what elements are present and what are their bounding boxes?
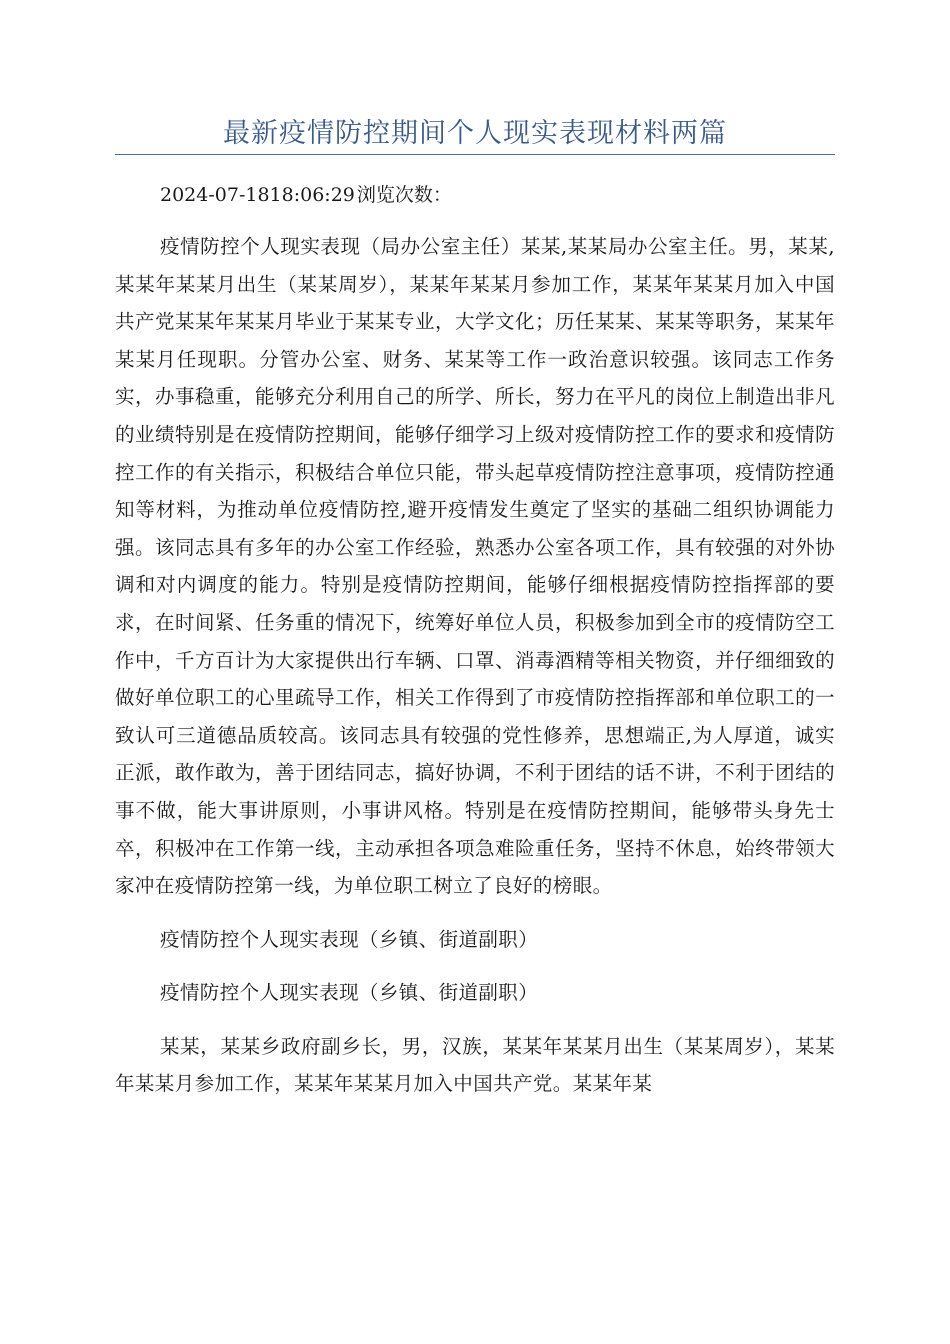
view-count-label: 浏览次数： [356,184,452,206]
paragraph-2: 疫情防控个人现实表现（乡镇、街道副职） [160,927,539,951]
document-body [115,228,835,1119]
document-title: 最新疫情防控期间个人现实表现材料两篇 [223,118,727,149]
paragraph-4: 某某，某某乡政府副乡长，男，汉族，某某年某某月出生（某某周岁），某某年某某月参加工作，某某年某某月加入中国共产党。某某年某 [115,1034,835,1096]
title-underline [115,154,835,155]
publish-datetime: 2024-07-1818:06:29 [160,184,355,206]
document-meta [160,179,452,211]
paragraph-1: 疫情防控个人现实表现（局办公室主任）某某,某某局办公室主任。男，某某,某某年某某月出生（某某周岁），某某年某某月参加工作，某某年某某月加入中国共产党某某年某某月毕业于某某专业，大学文化；历任某某、某某等职务，某某年某某月任现职。分管办公室、财务、某某等工作一政治意识较强。该同志工作务实，办事稳重，能够充分利用自己的所学、所长，努力在平凡的岗位上制造出非凡的业绩特别是在疫情防控期间，能够仔细学习上级对疫情防控工作的要求和疫情防控工作的有关指示，积极结合单位只能，带头起草疫情防控注意事项，疫情防控通知等材料，为推动单位疫情防控,避开疫情发生奠定了坚实的基础二组织协调能力强。该同志具有多年的办公室工作经验，熟悉办公室各项工作，具有较强的对外协调和对内调度的能力。特别是疫情防控期间，能够仔细根据疫情防控指挥部的要求，在时间紧、任务重的情况下，统筹好单位人员，积极参加到全市的疫情防空工作中，千方百计为大家提供出行车辆、口罩、消毒酒精等相关物资，并仔细细致的做好单位职工的心里疏导工作，相关工作得到了市疫情防控指挥部和单位职工的一致认可三道德品质较高。该同志具有较强的党性修养，思想端正,为人厚道，诚实正派，敢作敢为，善于团结同志，搞好协调，不利于团结的话不讲，不利于团结的事不做，能大事讲原则，小事讲风格。特别是在疫情防控期间，能够带头身先士卒，积极冲在工作第一线，主动承担各项急难险重任务，坚持不休息，始终带领大家冲在疫情防控第一线，为单位职工树立了良好的榜眼。 [115,235,835,898]
paragraph-3: 疫情防控个人现实表现（乡镇、街道副职） [160,981,539,1005]
